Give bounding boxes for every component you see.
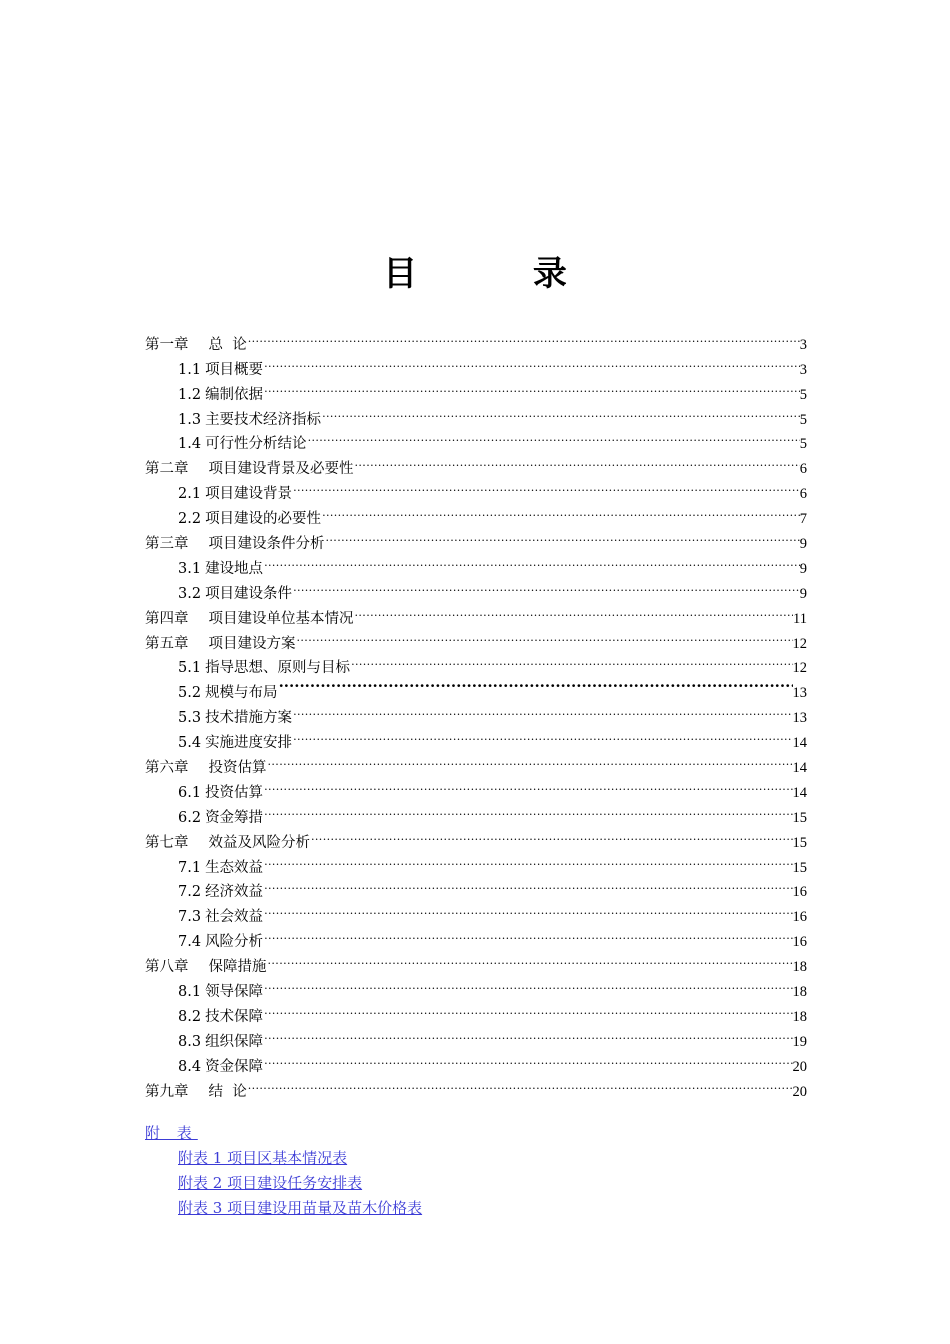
toc-entry-number: 3.1 xyxy=(178,560,202,577)
toc-entry-title: 效益及风险分析 xyxy=(208,834,310,851)
toc-page-number: 16 xyxy=(792,884,807,901)
toc-entry-label xyxy=(178,1005,263,1030)
toc-dot-leader xyxy=(292,697,792,722)
toc-entry-number: 第五章 xyxy=(145,635,189,652)
toc-page-number: 15 xyxy=(792,834,807,851)
toc-entry-number: 7.3 xyxy=(178,909,202,926)
toc-entry-number: 6.2 xyxy=(178,809,202,826)
toc-dot-leader xyxy=(321,399,800,424)
toc-entry-title: 编制依据 xyxy=(205,386,264,403)
toc-entry-title: 项目建设背景及必要性 xyxy=(208,461,354,478)
toc-entry-label xyxy=(178,681,278,706)
toc-page-number: 12 xyxy=(792,635,807,652)
toc-page-number: 16 xyxy=(792,909,807,926)
toc-dot-leader xyxy=(263,374,800,399)
toc-dot-leader xyxy=(350,648,792,673)
toc-entry-number: 1.2 xyxy=(178,386,202,403)
toc-page-number: 3 xyxy=(799,336,807,353)
toc-dot-leader xyxy=(247,324,800,349)
toc-entry-number: 第六章 xyxy=(145,760,189,777)
toc-page-number: 5 xyxy=(799,436,807,453)
toc-entry-label xyxy=(178,1030,263,1055)
toc-entry-label xyxy=(145,632,296,657)
toc-dot-leader xyxy=(263,772,792,797)
toc-entry-title: 项目建设单位基本情况 xyxy=(208,610,354,627)
toc-entry-label xyxy=(178,358,263,383)
toc-entry-number: 7.1 xyxy=(178,859,202,876)
toc-entry-label xyxy=(178,383,263,408)
toc-entry-title: 技术保障 xyxy=(205,1008,264,1025)
toc-page-number: 14 xyxy=(792,735,807,752)
toc-entry-title: 指导思想、原则与目标 xyxy=(205,660,351,677)
toc-page-number: 12 xyxy=(792,660,807,677)
toc-entry-label xyxy=(178,856,263,881)
toc-entry-label xyxy=(178,781,263,806)
toc-page-number: 9 xyxy=(799,585,807,602)
toc-entry-label xyxy=(178,880,263,905)
toc-entry-label xyxy=(178,806,263,831)
toc-page-number: 14 xyxy=(792,760,807,777)
toc-page-number: 6 xyxy=(799,486,807,503)
toc-dot-leader xyxy=(292,573,800,598)
toc-page-number: 18 xyxy=(792,984,807,1001)
toc-page-number: 15 xyxy=(792,809,807,826)
toc-entry-number: 第二章 xyxy=(145,461,189,478)
toc-page-number: 7 xyxy=(799,511,807,528)
toc-dot-leader xyxy=(263,896,792,921)
toc-page-number: 5 xyxy=(799,411,807,428)
toc-page-number: 3 xyxy=(799,361,807,378)
toc-entry-number: 2.1 xyxy=(178,486,202,503)
toc-entry-number: 8.2 xyxy=(178,1008,202,1025)
toc-entry-title: 社会效益 xyxy=(205,909,264,926)
toc-entry-number: 第七章 xyxy=(145,834,189,851)
toc-entry-title: 项目建设条件分析 xyxy=(208,536,325,553)
toc-dot-leader xyxy=(354,598,794,623)
toc-entry-number: 1.4 xyxy=(178,436,202,453)
toc-page-number: 20 xyxy=(792,1083,807,1100)
toc-entry-number: 5.4 xyxy=(178,735,202,752)
toc-dot-leader xyxy=(263,921,792,946)
toc-entry-title: 项目概要 xyxy=(205,361,264,378)
toc-entry-number: 7.4 xyxy=(178,934,202,951)
toc-dot-leader xyxy=(310,822,793,847)
toc-entry-label xyxy=(178,432,307,457)
toc-entry-number: 3.2 xyxy=(178,585,202,602)
toc-dot-leader xyxy=(292,722,792,747)
toc-dot-leader xyxy=(321,498,800,523)
toc-entry-number: 第九章 xyxy=(145,1083,189,1100)
toc-entry-label xyxy=(178,482,292,507)
toc-entry-number: 5.1 xyxy=(178,660,202,677)
toc-entry-title: 项目建设条件 xyxy=(205,585,293,602)
appendix-section xyxy=(145,1121,422,1221)
toc-entry-number: 7.2 xyxy=(178,884,202,901)
toc-entry-number: 1.3 xyxy=(178,411,202,428)
toc-dot-leader xyxy=(263,872,792,897)
toc-entry-label xyxy=(145,756,267,781)
toc-entry-label xyxy=(145,1080,247,1105)
toc-page-number: 11 xyxy=(793,610,807,627)
toc-entry-title: 总 论 xyxy=(208,336,247,353)
toc-page-number: 18 xyxy=(792,1008,807,1025)
toc-page-number: 19 xyxy=(792,1033,807,1050)
toc-dot-leader xyxy=(263,548,800,573)
appendix-link-3[interactable]: 附表 3 项目建设用苗量及苗木价格表 xyxy=(178,1199,423,1217)
toc-entry-title: 投资估算 xyxy=(208,760,267,777)
toc-entry-label xyxy=(178,930,263,955)
toc-entry-title: 领导保障 xyxy=(205,984,264,1001)
toc-dot-leader xyxy=(354,448,800,473)
toc-entry-title: 经济效益 xyxy=(205,884,264,901)
toc-entry-number: 6.1 xyxy=(178,784,202,801)
toc-entry-number: 8.3 xyxy=(178,1033,202,1050)
toc-entry-number: 第八章 xyxy=(145,959,189,976)
appendix-heading-link[interactable]: 附 表 xyxy=(145,1124,198,1142)
toc-entry-title: 组织保障 xyxy=(205,1033,264,1050)
toc-entry-label xyxy=(178,980,263,1005)
appendix-link-1[interactable]: 附表 1 项目区基本情况表 xyxy=(178,1149,348,1167)
toc-entry-title: 规模与布局 xyxy=(205,685,278,702)
toc-page-number: 9 xyxy=(799,560,807,577)
toc-entry-number: 第一章 xyxy=(145,336,189,353)
toc-dot-leader xyxy=(292,473,800,498)
toc-entry-label xyxy=(178,706,292,731)
toc-entry-title: 项目建设的必要性 xyxy=(205,511,322,528)
toc-page-number: 13 xyxy=(792,685,807,702)
toc-entry-title: 投资估算 xyxy=(205,784,264,801)
toc-page-number: 13 xyxy=(792,710,807,727)
toc-entry-title: 技术措施方案 xyxy=(205,710,293,727)
toc-entry-title: 资金筹措 xyxy=(205,809,264,826)
toc-page-number: 9 xyxy=(799,536,807,553)
toc-page-number: 14 xyxy=(792,784,807,801)
toc-entry-title: 主要技术经济指标 xyxy=(205,411,322,428)
toc-dot-leader xyxy=(263,349,800,374)
toc-entry-number: 第四章 xyxy=(145,610,189,627)
toc-dot-leader xyxy=(263,996,792,1021)
toc-entry-title: 结 论 xyxy=(208,1083,247,1100)
toc-dot-leader xyxy=(263,797,792,822)
toc-entry-number: 5.2 xyxy=(178,685,202,702)
table-of-contents xyxy=(145,324,807,1100)
toc-page-number: 18 xyxy=(792,959,807,976)
toc-entry-number: 2.2 xyxy=(178,511,202,528)
toc-chapter-entry[interactable] xyxy=(145,324,807,353)
toc-entry-title: 生态效益 xyxy=(205,859,264,876)
toc-entry-number: 1.1 xyxy=(178,361,202,378)
toc-entry-title: 风险分析 xyxy=(205,934,264,951)
toc-dot-leader xyxy=(247,1071,793,1096)
toc-dot-leader xyxy=(307,424,800,449)
toc-entry-label xyxy=(145,333,247,358)
toc-entry-title: 资金保障 xyxy=(205,1058,264,1075)
toc-page-number: 16 xyxy=(792,934,807,951)
toc-page-number: 20 xyxy=(792,1058,807,1075)
toc-entry-label xyxy=(178,582,292,607)
toc-entry-number: 8.1 xyxy=(178,984,202,1001)
toc-entry-title: 项目建设背景 xyxy=(205,486,293,503)
toc-page-number: 5 xyxy=(799,386,807,403)
toc-dot-leader xyxy=(263,847,792,872)
toc-entry-label xyxy=(178,408,321,433)
toc-dot-leader xyxy=(263,1021,792,1046)
toc-entry-title: 可行性分析结论 xyxy=(205,436,307,453)
toc-entry-label xyxy=(145,955,267,980)
appendix-link-2[interactable]: 附表 2 项目建设任务安排表 xyxy=(178,1174,363,1192)
toc-dot-leader xyxy=(278,672,793,697)
toc-entry-label xyxy=(178,557,263,582)
toc-dot-leader xyxy=(263,1046,792,1071)
toc-entry-number: 5.3 xyxy=(178,710,202,727)
toc-dot-leader xyxy=(296,623,793,648)
toc-entry-label xyxy=(178,507,321,532)
toc-dot-leader xyxy=(267,946,793,971)
toc-page-number: 6 xyxy=(799,461,807,478)
toc-entry-title: 保障措施 xyxy=(208,959,267,976)
toc-title: 目 录 xyxy=(383,254,619,294)
toc-page-number: 15 xyxy=(792,859,807,876)
toc-entry-title: 实施进度安排 xyxy=(205,735,293,752)
toc-entry-label xyxy=(178,905,263,930)
toc-entry-title: 建设地点 xyxy=(205,560,264,577)
toc-entry-number: 8.4 xyxy=(178,1058,202,1075)
toc-entry-title: 项目建设方案 xyxy=(208,635,296,652)
toc-dot-leader xyxy=(267,747,793,772)
toc-dot-leader xyxy=(325,523,800,548)
toc-entry-number: 第三章 xyxy=(145,536,189,553)
toc-dot-leader xyxy=(263,971,792,996)
